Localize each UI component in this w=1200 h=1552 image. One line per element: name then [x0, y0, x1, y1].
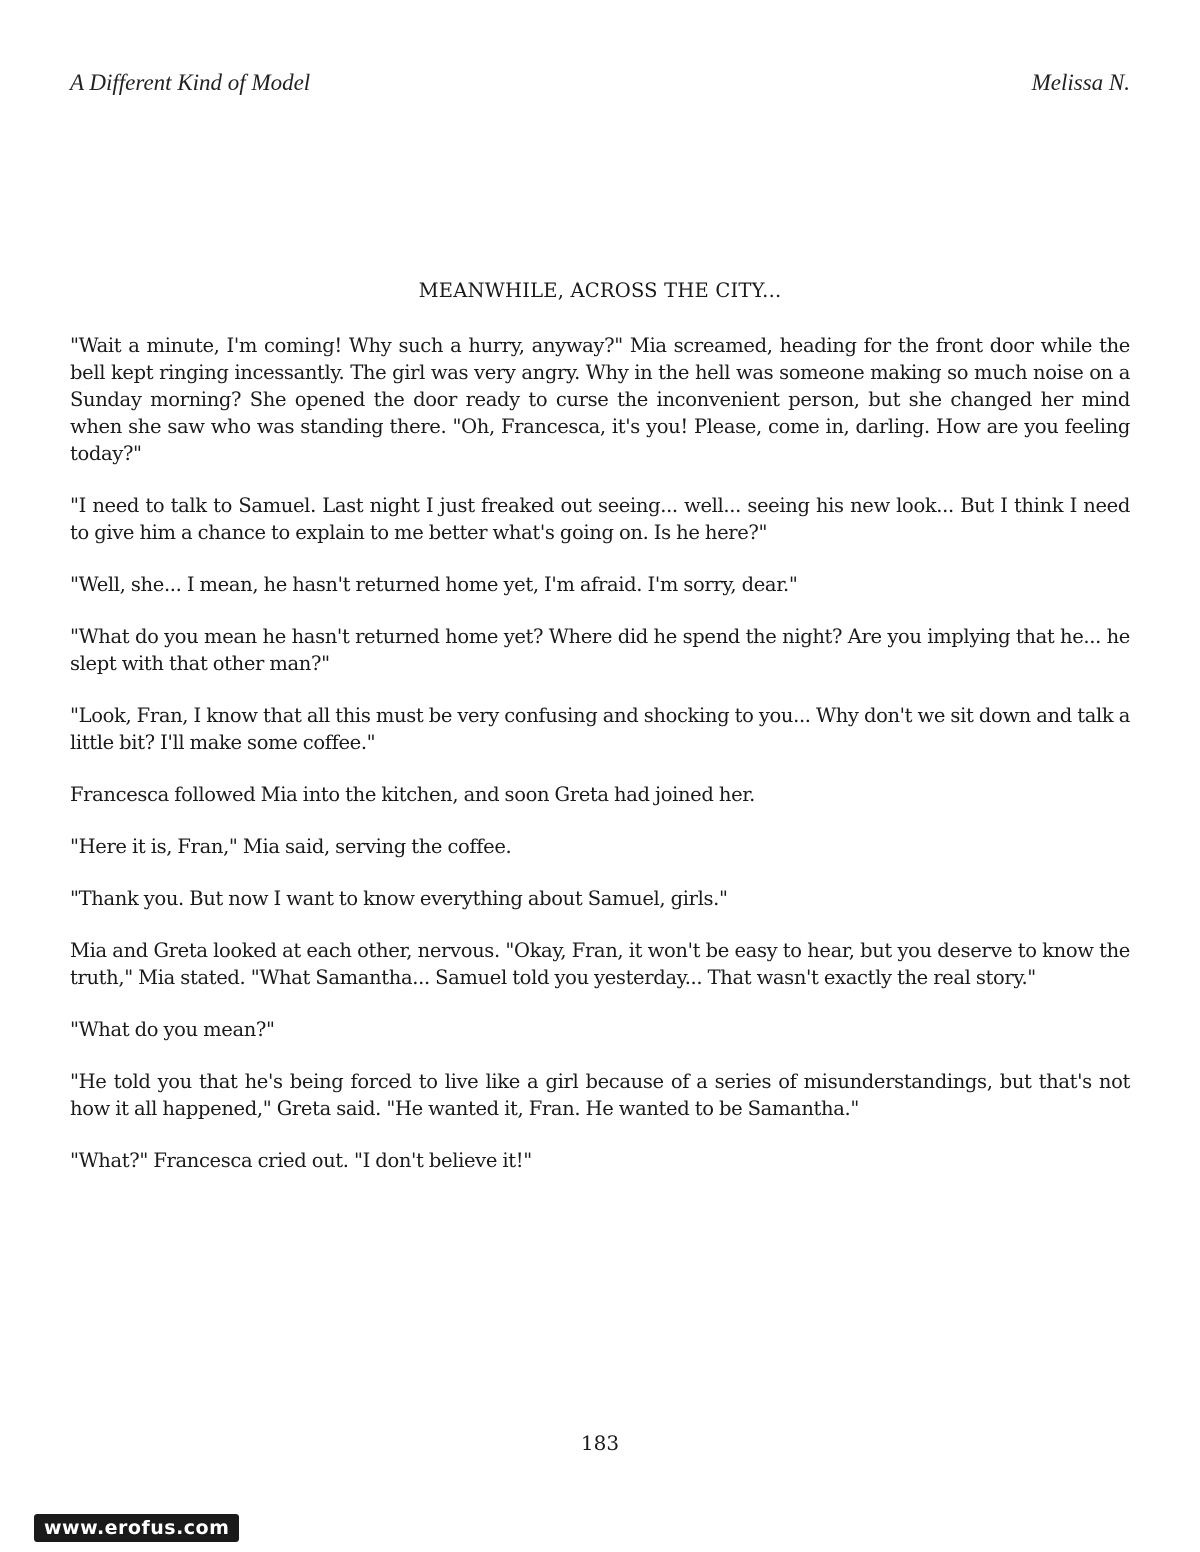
- paragraph: "What do you mean?": [70, 1018, 275, 1041]
- paragraph: "Here it is, Fran," Mia said, serving the coffee.: [70, 835, 512, 858]
- page-number: 183: [580, 1431, 620, 1455]
- paragraph: "What?" Francesca cried out. "I don't believe it!": [70, 1149, 532, 1172]
- section-heading: MEANWHILE, ACROSS THE CITY...: [418, 279, 782, 302]
- site-watermark: www.erofus.com: [34, 1514, 239, 1542]
- paragraph: "I need to talk to Samuel. Last night I just freaked out seeing... well... seeing his new look... But I think I need to give him a chance to explain to me better what's going on. Is he here?": [70, 494, 1130, 544]
- paragraph: Francesca followed Mia into the kitchen, and soon Greta had joined her.: [70, 783, 755, 806]
- paragraph: "He told you that he's being forced to live like a girl because of a series of misunderstandings, but that's not how it all happened," Greta said. "He wanted it, Fran. He wanted to be Samantha.": [70, 1070, 1130, 1120]
- paragraph: "Wait a minute, I'm coming! Why such a hurry, anyway?" Mia screamed, heading for the front door while the bell kept ringing incessantly. The girl was very angry. Why in the hell was someone making so much noise on a Sunday morning? She opened the door ready to curse the inconvenient person, but she changed her mind when she saw who was standing there. "Oh, Francesca, it's you! Please, come in, darling. How are you feeling today?": [70, 334, 1130, 465]
- paragraph: "What do you mean he hasn't returned home yet? Where did he spend the night? Are you implying that he... he slept with that other man?": [70, 625, 1130, 675]
- paragraph: "Look, Fran, I know that all this must be very confusing and shocking to you... Why don't we sit down and talk a little bit? I'll make some coffee.": [70, 704, 1130, 754]
- paragraph: "Thank you. But now I want to know everything about Samuel, girls.": [70, 887, 728, 910]
- body-text: [70, 332, 1130, 1199]
- running-header: [70, 70, 1130, 96]
- paragraph: Mia and Greta looked at each other, nervous. "Okay, Fran, it won't be easy to hear, but you deserve to know the truth," Mia stated. "What Samantha... Samuel told you yesterday... That wasn't exactly the real story.": [70, 939, 1130, 989]
- author-name: Melissa N.: [1031, 70, 1130, 95]
- paragraph: "Well, she... I mean, he hasn't returned home yet, I'm afraid. I'm sorry, dear.": [70, 573, 798, 596]
- book-title: A Different Kind of Model: [70, 70, 311, 95]
